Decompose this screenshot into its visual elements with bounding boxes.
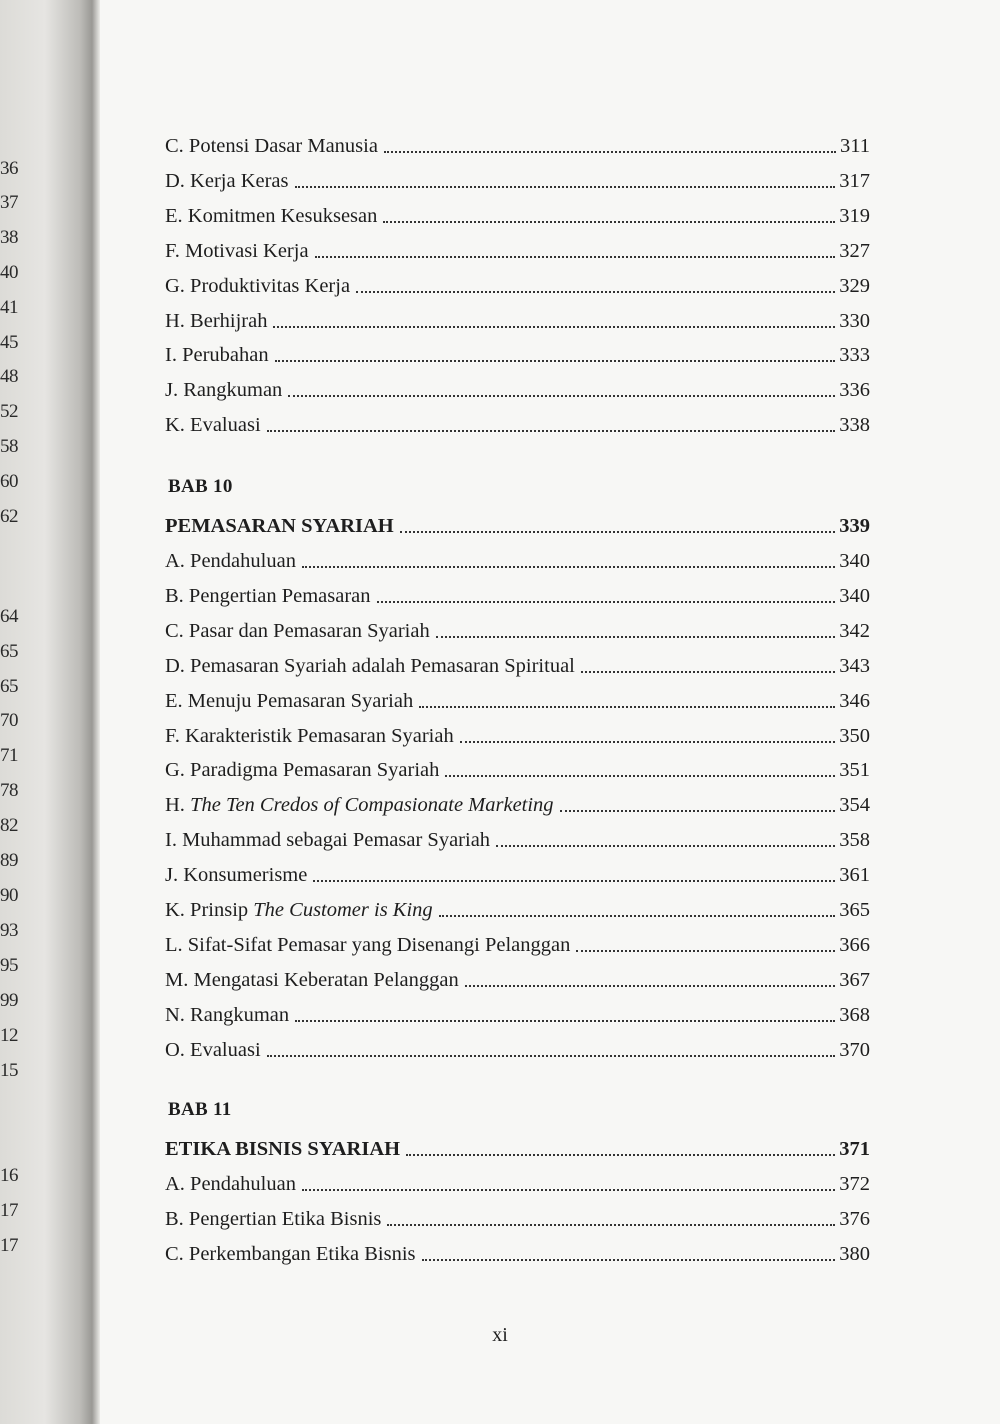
toc-entry <box>165 268 870 298</box>
toc-entry-page: 366 <box>839 933 870 956</box>
toc-entry-page: 327 <box>839 239 870 262</box>
toc-entry-title: M. Mengatasi Keberatan Pelanggan <box>165 968 459 991</box>
toc-entry-title: F. Karakteristik Pemasaran Syariah <box>165 724 454 747</box>
toc-entry-page: 340 <box>839 550 870 572</box>
toc-entry <box>165 128 870 158</box>
bab11-heading: BAB 11 <box>168 1099 232 1120</box>
toc-entry <box>165 648 870 678</box>
toc-entry-prefix: K. Prinsip <box>165 899 254 921</box>
page-number-footer: xi <box>492 1324 508 1346</box>
toc-entry-page: 338 <box>839 414 870 437</box>
toc-entry <box>165 927 870 957</box>
leader-dots <box>295 185 836 188</box>
toc-entry-page: 380 <box>839 1242 870 1265</box>
leader-dots <box>267 429 836 432</box>
leader-dots <box>460 740 836 743</box>
toc-entry <box>165 1032 870 1062</box>
toc-entry-title: I. Muhammad sebagai Pemasar Syariah <box>165 829 491 852</box>
toc-entry-title: B. Pengertian Etika Bisnis <box>165 1207 382 1230</box>
toc-entry-page: 354 <box>839 794 870 817</box>
toc-entry-page: 376 <box>839 1207 870 1230</box>
toc-entry-page: 342 <box>839 619 870 642</box>
previous-page-number: 36 <box>0 158 18 179</box>
leader-dots <box>295 1019 835 1022</box>
previous-page-number: 99 <box>0 990 18 1011</box>
previous-page-number: 60 <box>0 471 18 492</box>
toc-entry-title <box>165 898 433 922</box>
previous-page-number: 16 <box>0 1165 18 1186</box>
toc-entry-title: H. Berhijrah <box>165 309 268 332</box>
leader-dots <box>465 984 836 987</box>
toc-entry-page: 319 <box>839 204 870 227</box>
previous-page-number: 78 <box>0 780 18 801</box>
toc-entry-page: 340 <box>839 584 870 607</box>
toc-entry <box>165 613 870 643</box>
leader-dots <box>496 844 835 847</box>
toc-entry-title: A. Pendahuluan <box>165 550 296 572</box>
leader-dots <box>560 809 836 812</box>
toc-entry <box>165 407 870 437</box>
toc-entry-page: 336 <box>839 379 870 402</box>
toc-entry-page: 317 <box>839 169 870 192</box>
leader-dots <box>422 1258 836 1261</box>
toc-entry-title: N. Rangkuman <box>165 1003 290 1026</box>
leader-dots <box>400 530 835 533</box>
toc-entry <box>165 718 870 748</box>
previous-page-number: 71 <box>0 745 18 766</box>
previous-page-number: 95 <box>0 955 18 976</box>
toc-entry-page: 365 <box>839 899 870 921</box>
leader-dots <box>406 1153 835 1156</box>
leader-dots <box>445 774 835 777</box>
previous-page-number: 41 <box>0 297 18 318</box>
toc-entry-title: E. Komitmen Kesuksesan <box>165 204 378 227</box>
toc-entry-page: 358 <box>839 829 870 852</box>
previous-page-number: 82 <box>0 815 18 836</box>
bab10-title-page: 339 <box>839 515 870 537</box>
previous-page-number: 58 <box>0 436 18 457</box>
bab10-title: PEMASARAN SYARIAH <box>165 515 394 537</box>
leader-dots <box>436 635 836 638</box>
previous-page-number: 64 <box>0 606 18 627</box>
leader-dots <box>439 914 836 917</box>
previous-page-number: 65 <box>0 676 18 697</box>
toc-entry <box>165 787 870 817</box>
toc-entry-italic: The Customer is King <box>253 899 433 921</box>
previous-page-number: 38 <box>0 227 18 248</box>
toc-entry-page: 368 <box>839 1003 870 1026</box>
toc-entry <box>165 683 870 713</box>
toc-entry-title: C. Pasar dan Pemasaran Syariah <box>165 619 430 642</box>
toc-entry <box>165 198 870 228</box>
toc-entry-title: G. Paradigma Pemasaran Syariah <box>165 759 440 782</box>
toc-entry-prefix: H. <box>165 794 191 817</box>
toc-entry-page: 330 <box>839 309 870 332</box>
leader-dots <box>356 290 835 293</box>
leader-dots <box>384 150 836 153</box>
toc-entry <box>165 163 870 193</box>
toc-entry <box>165 372 870 402</box>
previous-page-number: 52 <box>0 401 18 422</box>
leader-dots <box>302 565 835 568</box>
toc-entry <box>165 337 870 367</box>
previous-page-number: 45 <box>0 332 18 353</box>
toc-entry-title: C. Perkembangan Etika Bisnis <box>165 1242 416 1265</box>
toc-entry <box>165 892 870 922</box>
previous-page-number: 62 <box>0 506 18 527</box>
toc-entry <box>165 233 870 263</box>
toc-entry <box>165 962 870 992</box>
toc-entry-title: O. Evaluasi <box>165 1038 261 1061</box>
toc-entry-title: J. Konsumerisme <box>165 864 308 887</box>
toc-entry-title: L. Sifat-Sifat Pemasar yang Disenangi Pelanggan <box>165 933 571 956</box>
bab10-heading: BAB 10 <box>168 476 233 497</box>
toc-entry-title: C. Potensi Dasar Manusia <box>165 135 378 157</box>
toc-entry <box>165 1236 870 1266</box>
previous-page-number: 15 <box>0 1060 18 1081</box>
leader-dots <box>576 949 835 952</box>
bab11-title: ETIKA BISNIS SYARIAH <box>165 1138 401 1160</box>
toc-entry-page: 367 <box>839 968 870 991</box>
leader-dots <box>275 359 836 362</box>
bab10-title-line <box>165 508 870 538</box>
toc-entry-page: 361 <box>839 864 870 887</box>
toc-entry <box>165 1201 870 1231</box>
previous-page-number: 93 <box>0 920 18 941</box>
toc-entry-title: E. Menuju Pemasaran Syariah <box>165 689 414 712</box>
toc-entry-title: K. Evaluasi <box>165 414 261 437</box>
toc-entry-title: G. Produktivitas Kerja <box>165 274 351 297</box>
toc-entry <box>165 303 870 333</box>
leader-dots <box>302 1188 835 1191</box>
toc-entry-page: 370 <box>839 1038 870 1061</box>
toc-entry-page: 372 <box>839 1173 870 1195</box>
toc-entry <box>165 1166 870 1196</box>
previous-page-number: 17 <box>0 1200 18 1221</box>
toc-entry-page: 351 <box>839 759 870 782</box>
previous-page-number: 40 <box>0 262 18 283</box>
toc-entry-title: B. Pengertian Pemasaran <box>165 584 371 607</box>
leader-dots <box>377 600 836 603</box>
previous-page-number: 12 <box>0 1025 18 1046</box>
leader-dots <box>313 879 835 882</box>
toc-entry-title: D. Kerja Keras <box>165 169 289 192</box>
toc-entry <box>165 752 870 782</box>
toc-entry-page: 350 <box>839 724 870 747</box>
leader-dots <box>383 220 835 223</box>
toc-entry-page: 329 <box>839 274 870 297</box>
toc-entry-title: A. Pendahuluan <box>165 1173 296 1195</box>
toc-entry-page: 333 <box>839 344 870 367</box>
previous-page-number: 90 <box>0 885 18 906</box>
leader-dots <box>273 325 835 328</box>
previous-page-number: 37 <box>0 192 18 213</box>
previous-page-number: 65 <box>0 641 18 662</box>
toc-entry-title: F. Motivasi Kerja <box>165 239 309 262</box>
previous-page-number: 48 <box>0 366 18 387</box>
previous-page-number: 17 <box>0 1235 18 1256</box>
toc-entry <box>165 543 870 573</box>
toc-entry-title: J. Rangkuman <box>165 379 283 402</box>
toc-entry <box>165 857 870 887</box>
leader-dots <box>288 394 835 397</box>
toc-entry-page: 346 <box>839 689 870 712</box>
toc-entry-page: 343 <box>839 654 870 677</box>
leader-dots <box>581 670 835 673</box>
toc-entry-title: D. Pemasaran Syariah adalah Pemasaran Spiritual <box>165 654 575 677</box>
toc-entry-italic: The Ten Credos of Compasionate Marketing <box>190 794 554 817</box>
bab11-title-line <box>165 1131 870 1161</box>
bab11-title-page: 371 <box>839 1138 870 1160</box>
toc-entry <box>165 578 870 608</box>
leader-dots <box>315 255 836 258</box>
previous-page-number: 70 <box>0 710 18 731</box>
previous-page-number: 89 <box>0 850 18 871</box>
toc-entry-title <box>165 793 554 817</box>
leader-dots <box>419 705 835 708</box>
toc-entry-page: 311 <box>840 135 870 157</box>
toc-entry <box>165 997 870 1027</box>
leader-dots <box>387 1223 835 1226</box>
toc-entry-title: I. Perubahan <box>165 344 269 367</box>
leader-dots <box>267 1054 836 1057</box>
toc-entry <box>165 822 870 852</box>
